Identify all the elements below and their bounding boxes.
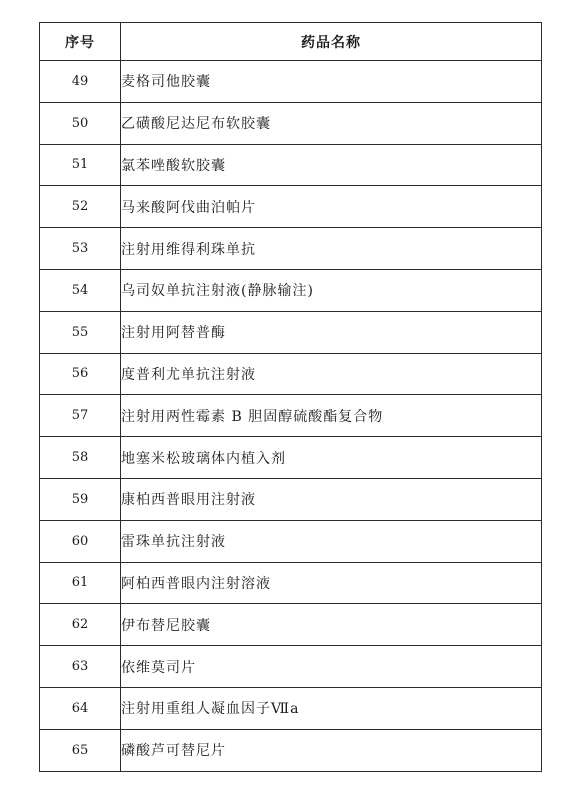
drug-list-table [39, 22, 542, 772]
table-row [40, 144, 542, 186]
serial-number-cell: 57 [40, 395, 121, 437]
serial-number-cell: 62 [40, 604, 121, 646]
serial-number-cell: 58 [40, 437, 121, 479]
table-row [40, 102, 542, 144]
table-row [40, 61, 542, 103]
table-row [40, 520, 542, 562]
header-drug-name: 药品名称 [121, 23, 542, 61]
drug-name-cell: 麦格司他胶囊 [121, 61, 542, 103]
drug-name-cell: 注射用两性霉素 B 胆固醇硫酸酯复合物 [121, 395, 542, 437]
drug-name-cell: 乌司奴单抗注射液(静脉输注) [121, 269, 542, 311]
table-row [40, 353, 542, 395]
drug-name-cell: 马来酸阿伐曲泊帕片 [121, 186, 542, 228]
table-row [40, 562, 542, 604]
drug-name-cell: 康柏西普眼用注射液 [121, 478, 542, 520]
serial-number-cell: 64 [40, 687, 121, 729]
serial-number-cell: 63 [40, 646, 121, 688]
drug-name-cell: 依维莫司片 [121, 646, 542, 688]
drug-name-cell: 注射用维得利珠单抗 [121, 228, 542, 270]
table-row [40, 604, 542, 646]
drug-name-cell: 雷珠单抗注射液 [121, 520, 542, 562]
table-row [40, 395, 542, 437]
serial-number-cell: 53 [40, 228, 121, 270]
table-row [40, 228, 542, 270]
serial-number-cell: 56 [40, 353, 121, 395]
serial-number-cell: 50 [40, 102, 121, 144]
drug-name-cell: 乙磺酸尼达尼布软胶囊 [121, 102, 542, 144]
serial-number-cell: 61 [40, 562, 121, 604]
serial-number-cell: 55 [40, 311, 121, 353]
serial-number-cell: 51 [40, 144, 121, 186]
drug-name-cell: 度普利尤单抗注射液 [121, 353, 542, 395]
drug-name-cell: 磷酸芦可替尼片 [121, 729, 542, 771]
drug-name-cell: 氯苯唑酸软胶囊 [121, 144, 542, 186]
header-serial-number: 序号 [40, 23, 121, 61]
table-row [40, 478, 542, 520]
drug-name-cell: 阿柏西普眼内注射溶液 [121, 562, 542, 604]
drug-name-cell: 注射用阿替普酶 [121, 311, 542, 353]
table-row [40, 729, 542, 771]
table-row [40, 646, 542, 688]
drug-name-cell: 注射用重组人凝血因子Ⅶa [121, 687, 542, 729]
serial-number-cell: 49 [40, 61, 121, 103]
drug-name-cell: 地塞米松玻璃体内植入剂 [121, 437, 542, 479]
table-header-row [40, 23, 542, 61]
table-row [40, 186, 542, 228]
table-row [40, 311, 542, 353]
drug-name-cell: 伊布替尼胶囊 [121, 604, 542, 646]
serial-number-cell: 60 [40, 520, 121, 562]
table-row [40, 269, 542, 311]
table-row [40, 437, 542, 479]
serial-number-cell: 59 [40, 478, 121, 520]
table-row [40, 687, 542, 729]
serial-number-cell: 54 [40, 269, 121, 311]
serial-number-cell: 52 [40, 186, 121, 228]
serial-number-cell: 65 [40, 729, 121, 771]
